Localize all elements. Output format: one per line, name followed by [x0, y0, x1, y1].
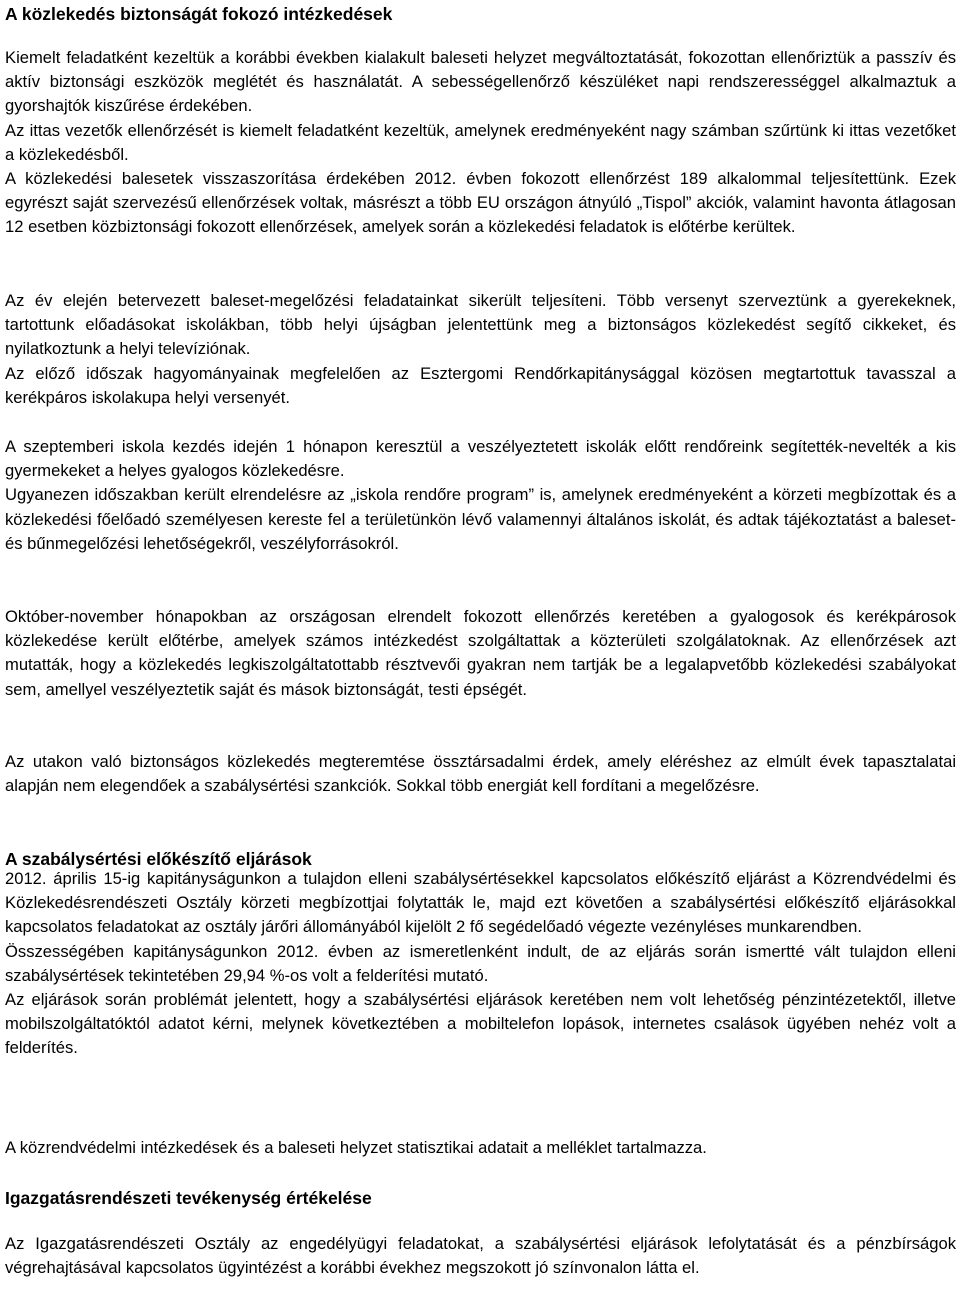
paragraph: Az ittas vezetők ellenőrzését is kiemelt feladatként kezeltük, amelynek eredményeként nagy számban szűrtünk ki ittas vezetőket a közlekedésből. — [5, 120, 956, 164]
section-heading-traffic-safety: A közlekedés biztonságát fokozó intézkedések — [5, 4, 393, 24]
paragraph: Október-november hónapokban az országosan elrendelt fokozott ellenőrzés keretében a gyalogosok és kerékpárosok közlekedése került előtérbe, amelyek számos intézkedést szolgáltattak a közterületi szolgálatoknak. Az ellenőrzések azt mutatták, hogy a közlekedés legkiszolgáltatottabb résztvevői gyakran nem tartják be a legalapvetőbb közlekedési szabályokat sem, amellyel veszélyeztetik saját és mások biztonságát, testi épségét. — [5, 607, 956, 699]
paragraph: Az utakon való biztonságos közlekedés megteremtése össztársadalmi érdek, amely eléréshez az elmúlt évek tapasztalatai alapján nem elegendőek a szabálysértési szankciók. Sokkal több energiát kell fordítani a megelőzésre. — [5, 752, 956, 796]
paragraph: A közrendvédelmi intézkedések és a baleseti helyzet statisztikai adatait a melléklet tartalmazza. — [5, 1138, 707, 1157]
paragraph: Ugyanezen időszakban került elrendelésre az „iskola rendőre program” is, amelynek eredményeként a körzeti megbízottak és a közlekedési főelőadó személyesen kereste fel a területünkön lévő valamennyi általános iskolát, és adtak tájékoztatást a baleset- és bűnmegelőzési lehetőségekről, veszélyforrásokról. — [5, 485, 956, 553]
paragraph-block — [5, 867, 956, 1061]
paragraph-block — [5, 46, 956, 240]
section-heading-misdemeanor-procedures: A szabálysértési előkészítő eljárások — [5, 849, 312, 869]
paragraph-block — [5, 605, 956, 702]
paragraph-block — [5, 1136, 956, 1160]
paragraph: Az Igazgatásrendészeti Osztály az engedélyügyi feladatokat, a szabálysértési eljárások lefolytatását és a pénzbírságok végrehajtásával kapcsolatos ügyintézést a korábbi évekhez megszokott jó színvonalon látta el. — [5, 1234, 956, 1278]
paragraph: Kiemelt feladatként kezeltük a korábbi években kialakult baleseti helyzet megváltoztatását, fokozottan ellenőriztük a passzív és aktív biztonsági eszközök meglétét és használatát. A sebességellenőrző készüléket napi rendszerességgel alkalmaztuk a gyorshajtók kiszűrése érdekében. — [5, 48, 956, 116]
paragraph: A szeptemberi iskola kezdés idején 1 hónapon keresztül a veszélyeztetett iskolák előtt rendőreink segítették-nevelték a kis gyermekeket a helyes gyalogos közlekedésre. — [5, 437, 956, 481]
paragraph: Az előző időszak hagyományainak megfelelően az Esztergomi Rendőrkapitánysággal közösen megtartottuk tavasszal a kerékpáros iskolakupa helyi versenyét. — [5, 363, 956, 407]
section-heading-administrative-policing: Igazgatásrendészeti tevékenység értékelése — [5, 1188, 372, 1208]
paragraph-block — [5, 435, 956, 556]
paragraph-block — [5, 1232, 956, 1280]
paragraph-block — [5, 289, 956, 410]
paragraph: Az év elején betervezett baleset-megelőzési feladatainkat sikerült teljesíteni. Több versenyt szerveztünk a gyerekeknek, tartottunk előadásokat iskolákban, több helyi újságban jelentettünk meg a biztonságos közlekedést segítő cikkeket, és nyilatkoztunk a helyi televíziónak. — [5, 291, 956, 359]
paragraph: 2012. április 15-ig kapitányságunkon a tulajdon elleni szabálysértésekkel kapcsolatos előkészítő eljárást a Közrendvédelmi és Közlekedésrendészeti Osztály körzeti megbízottjai folytatták le, majd ezt követően a szabálysértési előkészítő eljárásokkal kapcsolatos feladatokat az osztály járőri állományából kijelölt 2 fő segédelőadó végezte vezényléses munkarendben. — [5, 869, 956, 937]
paragraph: Az eljárások során problémát jelentett, hogy a szabálysértési eljárások keretében nem volt lehetőség pénzintézetektől, illetve mobilszolgáltatóktól adatot kérni, melynek következtében a mobiltelefon lopások, internetes csalások ügyében nehéz volt a felderítés. — [5, 990, 956, 1058]
paragraph: Összességében kapitányságunkon 2012. évben az ismeretlenként indult, de az eljárás során ismertté vált tulajdon elleni szabálysértések tekintetében 29,94 %-os volt a felderítési mutató. — [5, 941, 956, 985]
paragraph: A közlekedési balesetek visszaszorítása érdekében 2012. évben fokozott ellenőrzést 189 alkalommal teljesítettünk. Ezek egyrészt saját szervezésű ellenőrzések voltak, másrészt a több EU országon átnyúló „Tispol” akciók, valamint havonta átlagosan 12 esetben közbiztonsági fokozott ellenőrzések, amelyek során a közlekedési feladatok is előtérbe kerültek. — [5, 169, 956, 237]
paragraph-block — [5, 750, 956, 798]
